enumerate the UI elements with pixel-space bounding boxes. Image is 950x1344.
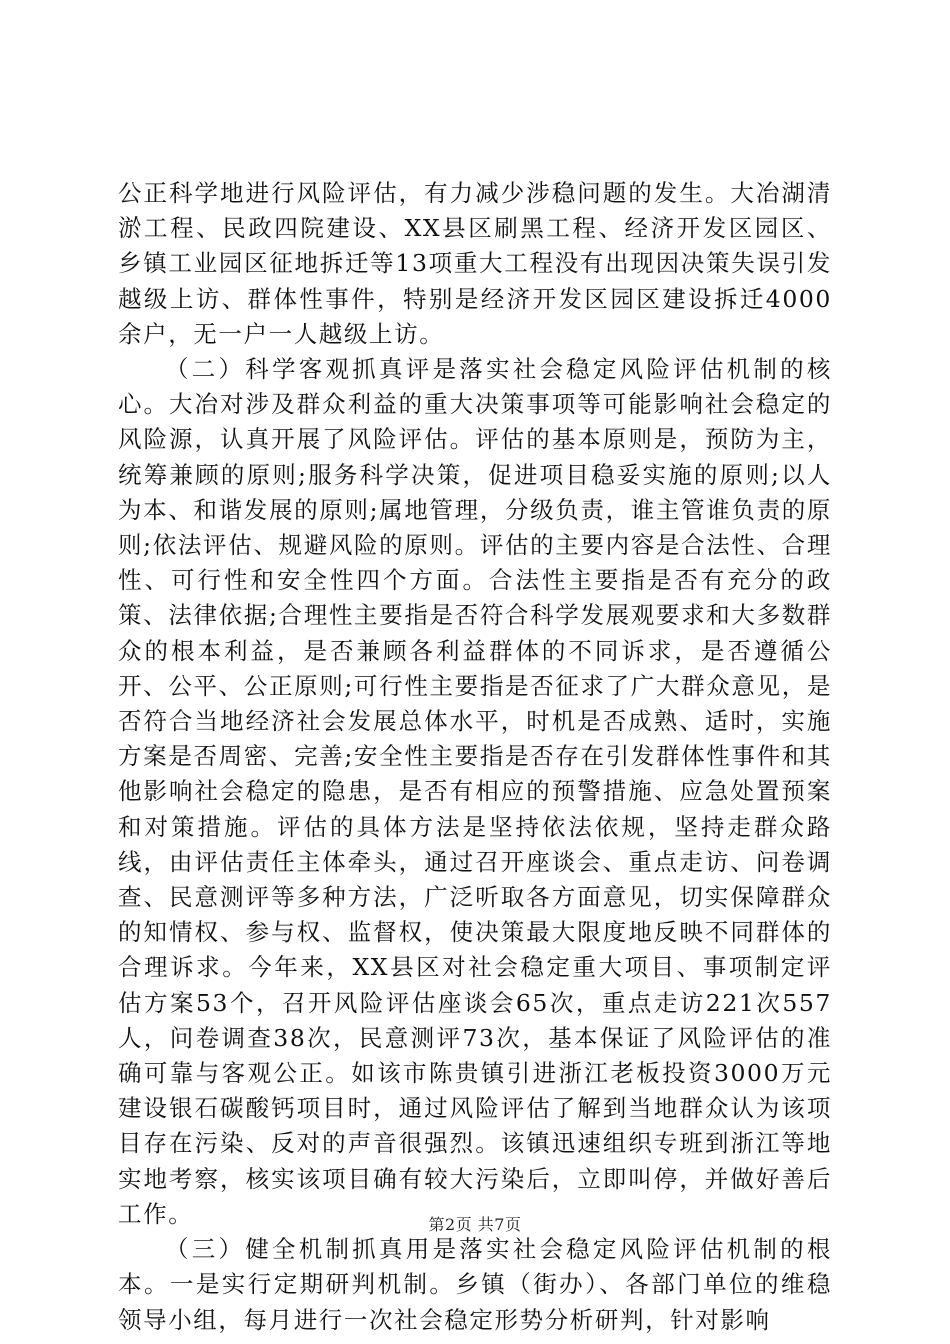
paragraph-1: 公正科学地进行风险评估，有力减少涉稳问题的发生。大冶湖清淤工程、民政四院建设、XX县区刷黑工程、经济开发区园区、乡镇工业园区征地拆迁等13项重大工程没有出现因决策失误引发越级上访、群体性事件，特别是经济开发区园区建设拆迁4000余户，无一户一人越级上访。 [118,179,832,348]
document-body [118,176,832,1338]
paragraph-2: （二）科学客观抓真评是落实社会稳定风险评估机制的核心。大冶对涉及群众利益的重大决策事项等可能影响社会稳定的风险源，认真开展了风险评估。评估的基本原则是，预防为主，统筹兼顾的原则;服务科学决策，促进项目稳妥实施的原则;以人为本、和谐发展的原则;属地管理，分级负责，谁主管谁负责的原则;依法评估、规避风险的原则。评估的主要内容是合法性、合理性、可行性和安全性四个方面。合法性主要指是否有充分的政策、法律依据;合理性主要指是否符合科学发展观要求和大多数群众的根本利益，是否兼顾各利益群体的不同诉求，是否遵循公开、公平、公正原则;可行性主要指是否征求了广大群众意见，是否符合当地经济社会发展总体水平，时机是否成熟、适时，实施方案是否周密、完善;安全性主要指是否存在引发群体性事件和其他影响社会稳定的隐患，是否有相应的预警措施、应急处置预案和对策措施。评估的具体方法是坚持依法依规，坚持走群众路线，由评估责任主体牵头，通过召开座谈会、重点走访、问卷调查、民意测评等多种方法，广泛听取各方面意见，切实保障群众的知情权、参与权、监督权，使决策最大限度地反映不同群体的合理诉求。今年来，XX县区对社会稳定重大项目、事项制定评估方案53个，召开风险评估座谈会65次，重点走访221次557人，问卷调查38次，民意测评73次，基本保证了风险评估的准确可靠与客观公正。如该市陈贵镇引进浙江老板投资3000万元建设银石碳酸钙项目时，通过风险评估了解到当地群众认为该项目存在污染、反对的声音很强烈。该镇迅速组织专班到浙江等地实地考察，核实该项目确有较大污染后，立即叫停，并做好善后工作。 [118,355,832,1228]
page-footer: 第2页 共7页 [428,1215,522,1234]
paragraph-3: （三）健全机制抓真用是落实社会稳定风险评估机制的根本。一是实行定期研判机制。乡镇（街办）、各部门单位的维稳领导小组，每月进行一次社会稳定形势分析研判，针对影响 [118,1235,832,1334]
